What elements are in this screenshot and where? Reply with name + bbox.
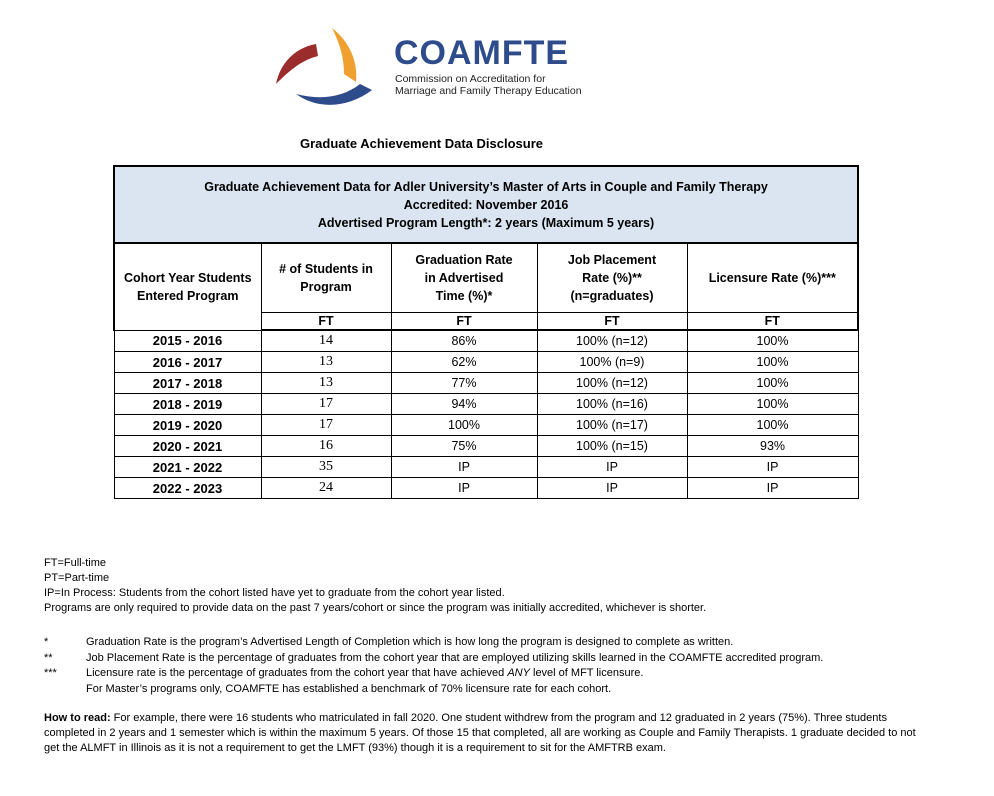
column-header-line: in Advertised <box>424 271 504 285</box>
program-title: Graduate Achievement Data for Adler University’s Master of Arts in Couple and Family Therapy <box>204 179 768 194</box>
footnote-mark: ** <box>44 651 53 664</box>
students-cell: 13 <box>261 373 391 394</box>
table-row <box>114 478 858 499</box>
footnote-graduation: Graduation Rate is the program’s Advertised Length of Completion which is how long the program is designed to complete as written. <box>86 636 734 648</box>
column-header-line: (n=graduates) <box>570 289 654 303</box>
cohort-year-cell: 2016 - 2017 <box>114 352 261 373</box>
column-header-line: Graduation Rate <box>415 253 513 267</box>
graduation-rate-cell: 100% <box>391 415 537 436</box>
cohort-year-cell: 2021 - 2022 <box>114 457 261 478</box>
column-header-cohort <box>114 243 261 330</box>
footnote-job: Job Placement Rate is the percentage of graduates from the cohort year that are employed utilizing skills learned in the COAMFTE accredited program. <box>86 651 824 664</box>
table-row <box>114 457 858 478</box>
graduation-rate-cell: 94% <box>391 394 537 415</box>
job-placement-cell: IP <box>537 457 687 478</box>
licensure-rate-cell: 100% <box>687 373 858 394</box>
ft-label: FT <box>687 313 858 331</box>
column-header-graduation <box>391 243 537 313</box>
cohort-year-cell: 2015 - 2016 <box>114 330 261 352</box>
column-header-line: Cohort Year Students <box>123 270 252 285</box>
logo-name: COAMFTE <box>394 34 570 72</box>
column-header-line: Program <box>300 280 352 294</box>
licensure-rate-cell: 100% <box>687 330 858 352</box>
graduation-rate-cell: 75% <box>391 436 537 457</box>
table-row <box>114 394 858 415</box>
job-placement-cell: 100% (n=12) <box>537 330 687 352</box>
students-cell: 17 <box>261 415 391 436</box>
students-cell: 35 <box>261 457 391 478</box>
graduation-rate-cell: 62% <box>391 352 537 373</box>
licensure-rate-cell: 100% <box>687 394 858 415</box>
column-header-line: Time (%)* <box>435 289 493 303</box>
table-row <box>114 352 858 373</box>
ft-label: FT <box>537 313 687 331</box>
table-row <box>114 330 858 352</box>
job-placement-cell: 100% (n=17) <box>537 415 687 436</box>
table-row <box>114 436 858 457</box>
job-placement-cell: 100% (n=12) <box>537 373 687 394</box>
job-placement-cell: 100% (n=15) <box>537 436 687 457</box>
students-cell: 24 <box>261 478 391 499</box>
graduation-rate-cell: IP <box>391 457 537 478</box>
footnote-mark: *** <box>44 667 57 679</box>
job-placement-cell: 100% (n=9) <box>537 352 687 373</box>
column-header-line: # of Students in <box>279 262 373 276</box>
job-placement-cell: 100% (n=16) <box>537 394 687 415</box>
how-to-read-text: For example, there were 16 students who matriculated in fall 2020. One student withdrew from the program and 12 graduated in 2 years (75%). Three students completed in 2 years and 1 semester which is within the maximum 5 years. Of those 15 that completed, all are working as Couple and Family Therapists. 1 graduate decided to not get the ALMFT in Illinois as it is not a requirement to get the LMFT (93%) though it is a requirement to sit for the AMFTRB exam. <box>44 712 916 754</box>
ft-label: FT <box>261 313 391 331</box>
licensure-rate-cell: 100% <box>687 415 858 436</box>
graduation-rate-cell: 77% <box>391 373 537 394</box>
column-header-licensure <box>687 243 858 313</box>
column-header-line: Job Placement <box>567 253 657 267</box>
cohort-year-cell: 2018 - 2019 <box>114 394 261 415</box>
program-length: Advertised Program Length*: 2 years (Maximum 5 years) <box>317 215 655 230</box>
students-cell: 13 <box>261 352 391 373</box>
graduation-rate-cell: IP <box>391 478 537 499</box>
how-to-read <box>44 711 924 756</box>
cohort-year-cell: 2020 - 2021 <box>114 436 261 457</box>
notes <box>44 556 706 616</box>
licensure-rate-cell: IP <box>687 457 858 478</box>
document-title: Graduate Achievement Data Disclosure <box>300 136 543 151</box>
logo-subtitle <box>395 73 582 97</box>
note-requirement: Programs are only required to provide data on the past 7 years/cohort or since the program was initially accredited, whichever is shorter. <box>44 602 707 614</box>
students-cell: 14 <box>261 330 391 352</box>
footnote-licensure-pre: Licensure rate is the percentage of graduates from the cohort year that have achieved <box>86 667 508 679</box>
ft-label: FT <box>391 313 537 331</box>
job-placement-cell: IP <box>537 478 687 499</box>
note-ft: FT=Full-time <box>44 557 107 569</box>
how-to-read-label: How to read: <box>44 712 111 724</box>
licensure-rate-cell: 93% <box>687 436 858 457</box>
logo-subtitle-line2: Marriage and Family Therapy Education <box>395 85 582 97</box>
column-header-line: Entered Program <box>137 288 239 303</box>
program-header <box>114 166 858 243</box>
footnote-benchmark: For Master’s programs only, COAMFTE has established a benchmark of 70% licensure rate for each cohort. <box>86 682 612 695</box>
note-ip: IP=In Process: Students from the cohort listed have yet to graduate from the cohort year listed. <box>44 587 505 599</box>
footnote-licensure <box>86 666 643 682</box>
table-row <box>114 415 858 436</box>
students-cell: 16 <box>261 436 391 457</box>
column-header-line: Rate (%)** <box>582 271 642 285</box>
cohort-year-cell: 2019 - 2020 <box>114 415 261 436</box>
footnote-licensure-em: ANY <box>507 667 530 679</box>
note-pt: PT=Part-time <box>44 572 110 584</box>
cohort-year-cell: 2022 - 2023 <box>114 478 261 499</box>
logo-subtitle-line1: Commission on Accreditation for <box>395 73 546 85</box>
program-accredited: Accredited: November 2016 <box>403 197 569 212</box>
coamfte-emblem-icon <box>272 24 392 114</box>
licensure-rate-cell: 100% <box>687 352 858 373</box>
students-cell: 17 <box>261 394 391 415</box>
column-header-line: Licensure Rate (%)*** <box>708 271 836 285</box>
coamfte-logo <box>272 24 602 114</box>
column-header-students <box>261 243 391 313</box>
table-row <box>114 373 858 394</box>
graduation-rate-cell: 86% <box>391 330 537 352</box>
column-header-job <box>537 243 687 313</box>
footnote-licensure-post: level of MFT licensure. <box>529 667 644 679</box>
cohort-year-cell: 2017 - 2018 <box>114 373 261 394</box>
licensure-rate-cell: IP <box>687 478 858 499</box>
footnote-mark: * <box>44 636 49 648</box>
achievement-table <box>113 165 859 499</box>
